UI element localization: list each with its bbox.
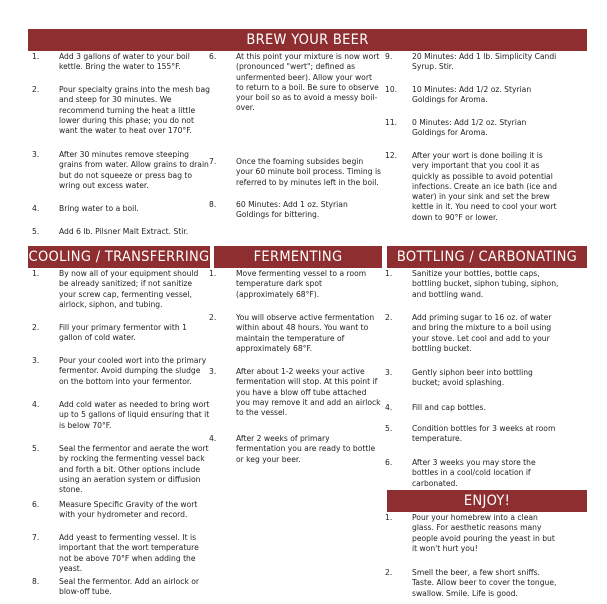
item-number: 9. (385, 52, 393, 61)
item-text: After about 1-2 weeks your active fermentation will stop. At this point if you have a blow off tube attached you may remove it and add an airlock to the vessel. (236, 367, 381, 418)
item-number: 11. (385, 118, 398, 127)
section-banner-brew: BREW YOUR BEER (28, 29, 587, 51)
item-text: Smell the beer, a few short sniffs. Taste. Allow beer to cover the tongue, swallow. Smile. Life is good. (412, 568, 557, 598)
item-text: Condition bottles for 3 weeks at room temperature. (412, 424, 556, 444)
item-number: 1. (385, 513, 393, 522)
item-number: 2. (385, 568, 393, 577)
item-number: 3. (32, 356, 40, 365)
item-number: 2. (32, 85, 40, 94)
item-text: Fill your primary fermentor with 1 gallon of cold water. (59, 323, 187, 343)
brew-column-2 (209, 52, 382, 220)
item-text: 10 Minutes: Add 1/2 oz. Styrian Goldings for Aroma. (412, 85, 532, 105)
item-text: After 30 minutes remove steeping grains from water. Allow grains to drain but do not squeeze or press bag to wring out excess water. (59, 150, 209, 190)
item-text: Pour your homebrew into a clean glass. For aesthetic reasons many people avoid pouring the yeast in but it won't hurt you! (412, 513, 555, 553)
item-text: You will observe active fermentation within about 48 hours. You want to maintain the temperature of approximately 68°F. (236, 313, 375, 353)
brew-column-3 (385, 52, 560, 232)
item-text: After 3 weeks you may store the bottles in a cool/cold location if carbonated. (412, 458, 536, 488)
item-number: 8. (32, 577, 40, 586)
item-number: 2. (385, 313, 393, 322)
item-number: 5. (32, 227, 40, 236)
enjoy-column (385, 513, 560, 603)
item-text: 0 Minutes: Add 1/2 oz. Styrian Goldings for Aroma. (412, 118, 527, 138)
section-banner-cooling: COOLING / TRANSFERRING (28, 246, 210, 268)
item-number: 1. (32, 269, 40, 278)
item-number: 4. (32, 204, 40, 213)
item-text: Fill and cap bottles. (412, 403, 486, 412)
item-number: 3. (32, 150, 40, 159)
item-text: Bring water to a boil. (59, 204, 139, 213)
item-number: 6. (209, 52, 217, 61)
item-number: 10. (385, 85, 398, 94)
item-text: After 2 weeks of primary fermentation you are ready to bottle or keg your beer. (236, 434, 376, 464)
item-text: At this point your mixture is now wort (pronounced "wert"; defined as unfermented beer). Allow your wort to return to a boil. Be sure to observe your boil so as to avoid a messy boil-over. (236, 52, 380, 113)
item-text: Sanitize your bottles, bottle caps, bottling bucket, siphon tubing, siphon, and bottling wand. (412, 269, 559, 299)
item-text: Pour specialty grains into the mesh bag and steep for 30 minutes. We recommend turning the heat a little lower during this phase; you do not want the water to heat over 170°F. (59, 85, 210, 136)
item-number: 2. (209, 313, 217, 322)
item-text: Add cold water as needed to bring wort up to 5 gallons of liquid ensuring that it is below 70°F. (59, 400, 210, 430)
item-number: 2. (32, 323, 40, 332)
item-number: 6. (32, 500, 40, 509)
item-number: 6. (385, 458, 393, 467)
item-text: Add priming sugar to 16 oz. of water and bring the mixture to a boil using your stove. Let cool and add to your bottling bucket. (412, 313, 552, 353)
item-number: 1. (32, 52, 40, 61)
item-text: Add 6 lb. Pilsner Malt Extract. Stir. (59, 227, 189, 236)
item-text: After your wort is done boiling it is very important that you cool it as quickly as possible to avoid potential infections. Create an ice bath (ice and water) in your sink and set the brew kettle in it. You need to cool your wort down to 90°F or lower. (412, 151, 557, 222)
item-number: 3. (385, 368, 393, 377)
fermenting-column (209, 269, 381, 469)
item-text: Once the foaming subsides begin your 60 minute boil process. Timing is referred to by minutes left in the boil. (236, 157, 382, 187)
item-text: Move fermenting vessel to a room temperature dark spot (approximately 68°F). (236, 269, 367, 299)
item-text: By now all of your equipment should be already sanitized; if not sanitize your screw cap, fermenting vessel, airlock, siphon, and tubing. (59, 269, 199, 309)
bottling-column (385, 269, 560, 489)
item-number: 4. (32, 400, 40, 409)
item-number: 5. (385, 424, 393, 433)
item-text: Add yeast to fermenting vessel. It is important that the wort temperature not be above 70°F when adding the yeast. (59, 533, 199, 573)
item-number: 7. (32, 533, 40, 542)
brew-column-1 (32, 52, 210, 242)
section-banner-fermenting: FERMENTING (214, 246, 382, 268)
item-number: 5. (32, 444, 40, 453)
item-text: Add 3 gallons of water to your boil kettle. Bring the water to 155°F. (59, 52, 190, 72)
item-text: Gently siphon beer into bottling bucket; avoid splashing. (412, 368, 533, 388)
item-text: Seal the fermentor and aerate the wort by rocking the fermenting vessel back and forth a bit. Other options include using an aeration system or diffusion stone. (59, 444, 209, 495)
item-text: 20 Minutes: Add 1 lb. Simplicity Candi Syrup. Stir. (412, 52, 557, 72)
section-banner-bottling: BOTTLING / CARBONATING (387, 246, 587, 268)
item-number: 3. (209, 367, 217, 376)
item-text: Pour your cooled wort into the primary fermentor. Avoid dumping the sludge on the bottom into your fermentor. (59, 356, 207, 386)
cooling-column (32, 269, 210, 604)
item-number: 1. (385, 269, 393, 278)
item-text: 60 Minutes: Add 1 oz. Styrian Goldings for bittering. (236, 200, 348, 220)
item-number: 4. (209, 434, 217, 443)
item-text: Seal the fermentor. Add an airlock or blow-off tube. (59, 577, 200, 597)
item-number: 8. (209, 200, 217, 209)
item-number: 1. (209, 269, 217, 278)
section-banner-enjoy: ENJOY! (387, 490, 587, 512)
item-number: 7. (209, 157, 217, 166)
item-number: 4. (385, 403, 393, 412)
item-number: 12. (385, 151, 398, 160)
item-text: Measure Specific Gravity of the wort with your hydrometer and record. (59, 500, 198, 520)
